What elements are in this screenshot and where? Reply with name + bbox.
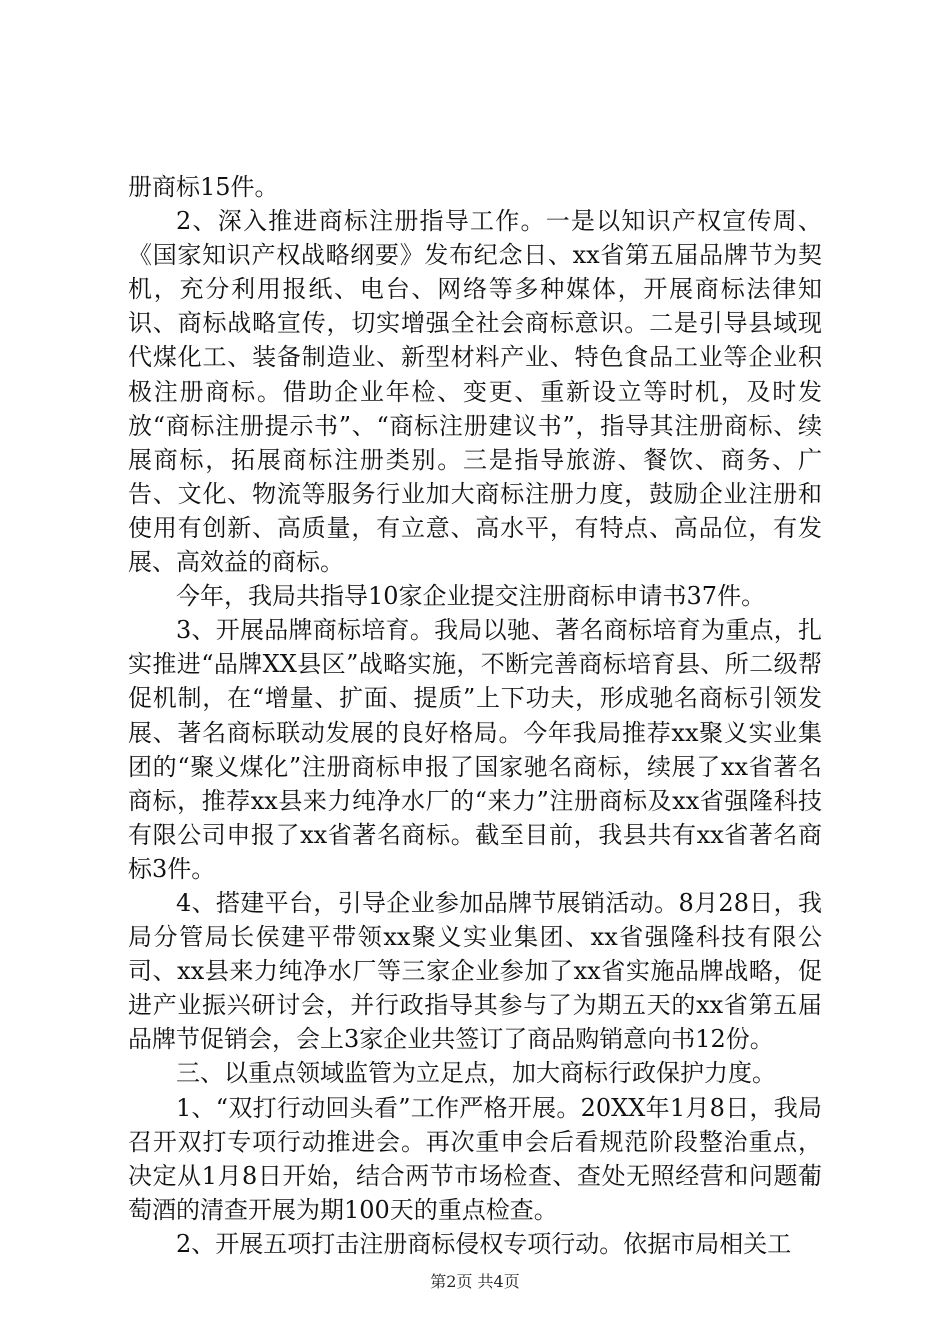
paragraph-7: 1、“双打行动回头看”工作严格开展。20XX年1月8日，我局召开双打专项行动推进会。再次重申会后看规范阶段整治重点，决定从1月8日开始，结合两节市场检查、查处无照经营和问题葡萄酒的清查开展为期100天的重点检查。	[128, 1093, 822, 1224]
paragraph-3: 今年，我局共指导10家企业提交注册商标申请书37件。	[176, 582, 766, 611]
paragraph-2: 2、深入推进商标注册指导工作。一是以知识产权宣传周、《国家知识产权战略纲要》发布纪念日、xx省第五届品牌节为契机，充分利用报纸、电台、网络等多种媒体，开展商标法律知识、商标战略宣传，切实增强全社会商标意识。二是引导县域现代煤化工、装备制造业、新型材料产业、特色食品工业等企业积极注册商标。借助企业年检、变更、重新设立等时机，及时发放“商标注册提示书”、“商标注册建议书”，指导其注册商标、续展商标，拓展商标注册类别。三是指导旅游、餐饮、商务、广告、文化、物流等服务行业加大商标注册力度，鼓励企业注册和使用有创新、高质量，有立意、高水平，有特点、高品位，有发展、高效益的商标。	[128, 207, 822, 577]
section-heading-3: 三、以重点领域监管为立足点，加大商标行政保护力度。	[176, 1059, 776, 1088]
paragraph-4: 3、开展品牌商标培育。我局以驰、著名商标培育为重点，扎实推进“品牌XX县区”战略实施，不断完善商标培育县、所二级帮促机制，在“增量、扩面、提质”上下功夫，形成驰名商标引领发展、著名商标联动发展的良好格局。今年我局推荐xx聚义实业集团的“聚义煤化”注册商标申报了国家驰名商标，续展了xx省著名商标，推荐xx县来力纯净水厂的“来力”注册商标及xx省强隆科技有限公司申报了xx省著名商标。截至目前，我县共有xx省著名商标3件。	[128, 616, 822, 883]
paragraph-5: 4、搭建平台，引导企业参加品牌节展销活动。8月28日，我局分管局长侯建平带领xx聚义实业集团、xx省强隆科技有限公司、xx县来力纯净水厂等三家企业参加了xx省实施品牌战略，促进产业振兴研讨会，并行政指导其参与了为期五天的xx省第五届品牌节促销会，会上3家企业共签订了商品购销意向书12份。	[128, 888, 822, 1054]
paragraph-8: 2、开展五项打击注册商标侵权专项行动。依据市局相关工	[176, 1229, 792, 1258]
paragraph-1: 册商标15件。	[128, 173, 279, 201]
page-number-footer: 第2页 共4页	[430, 1272, 520, 1291]
document-body	[128, 170, 822, 1261]
